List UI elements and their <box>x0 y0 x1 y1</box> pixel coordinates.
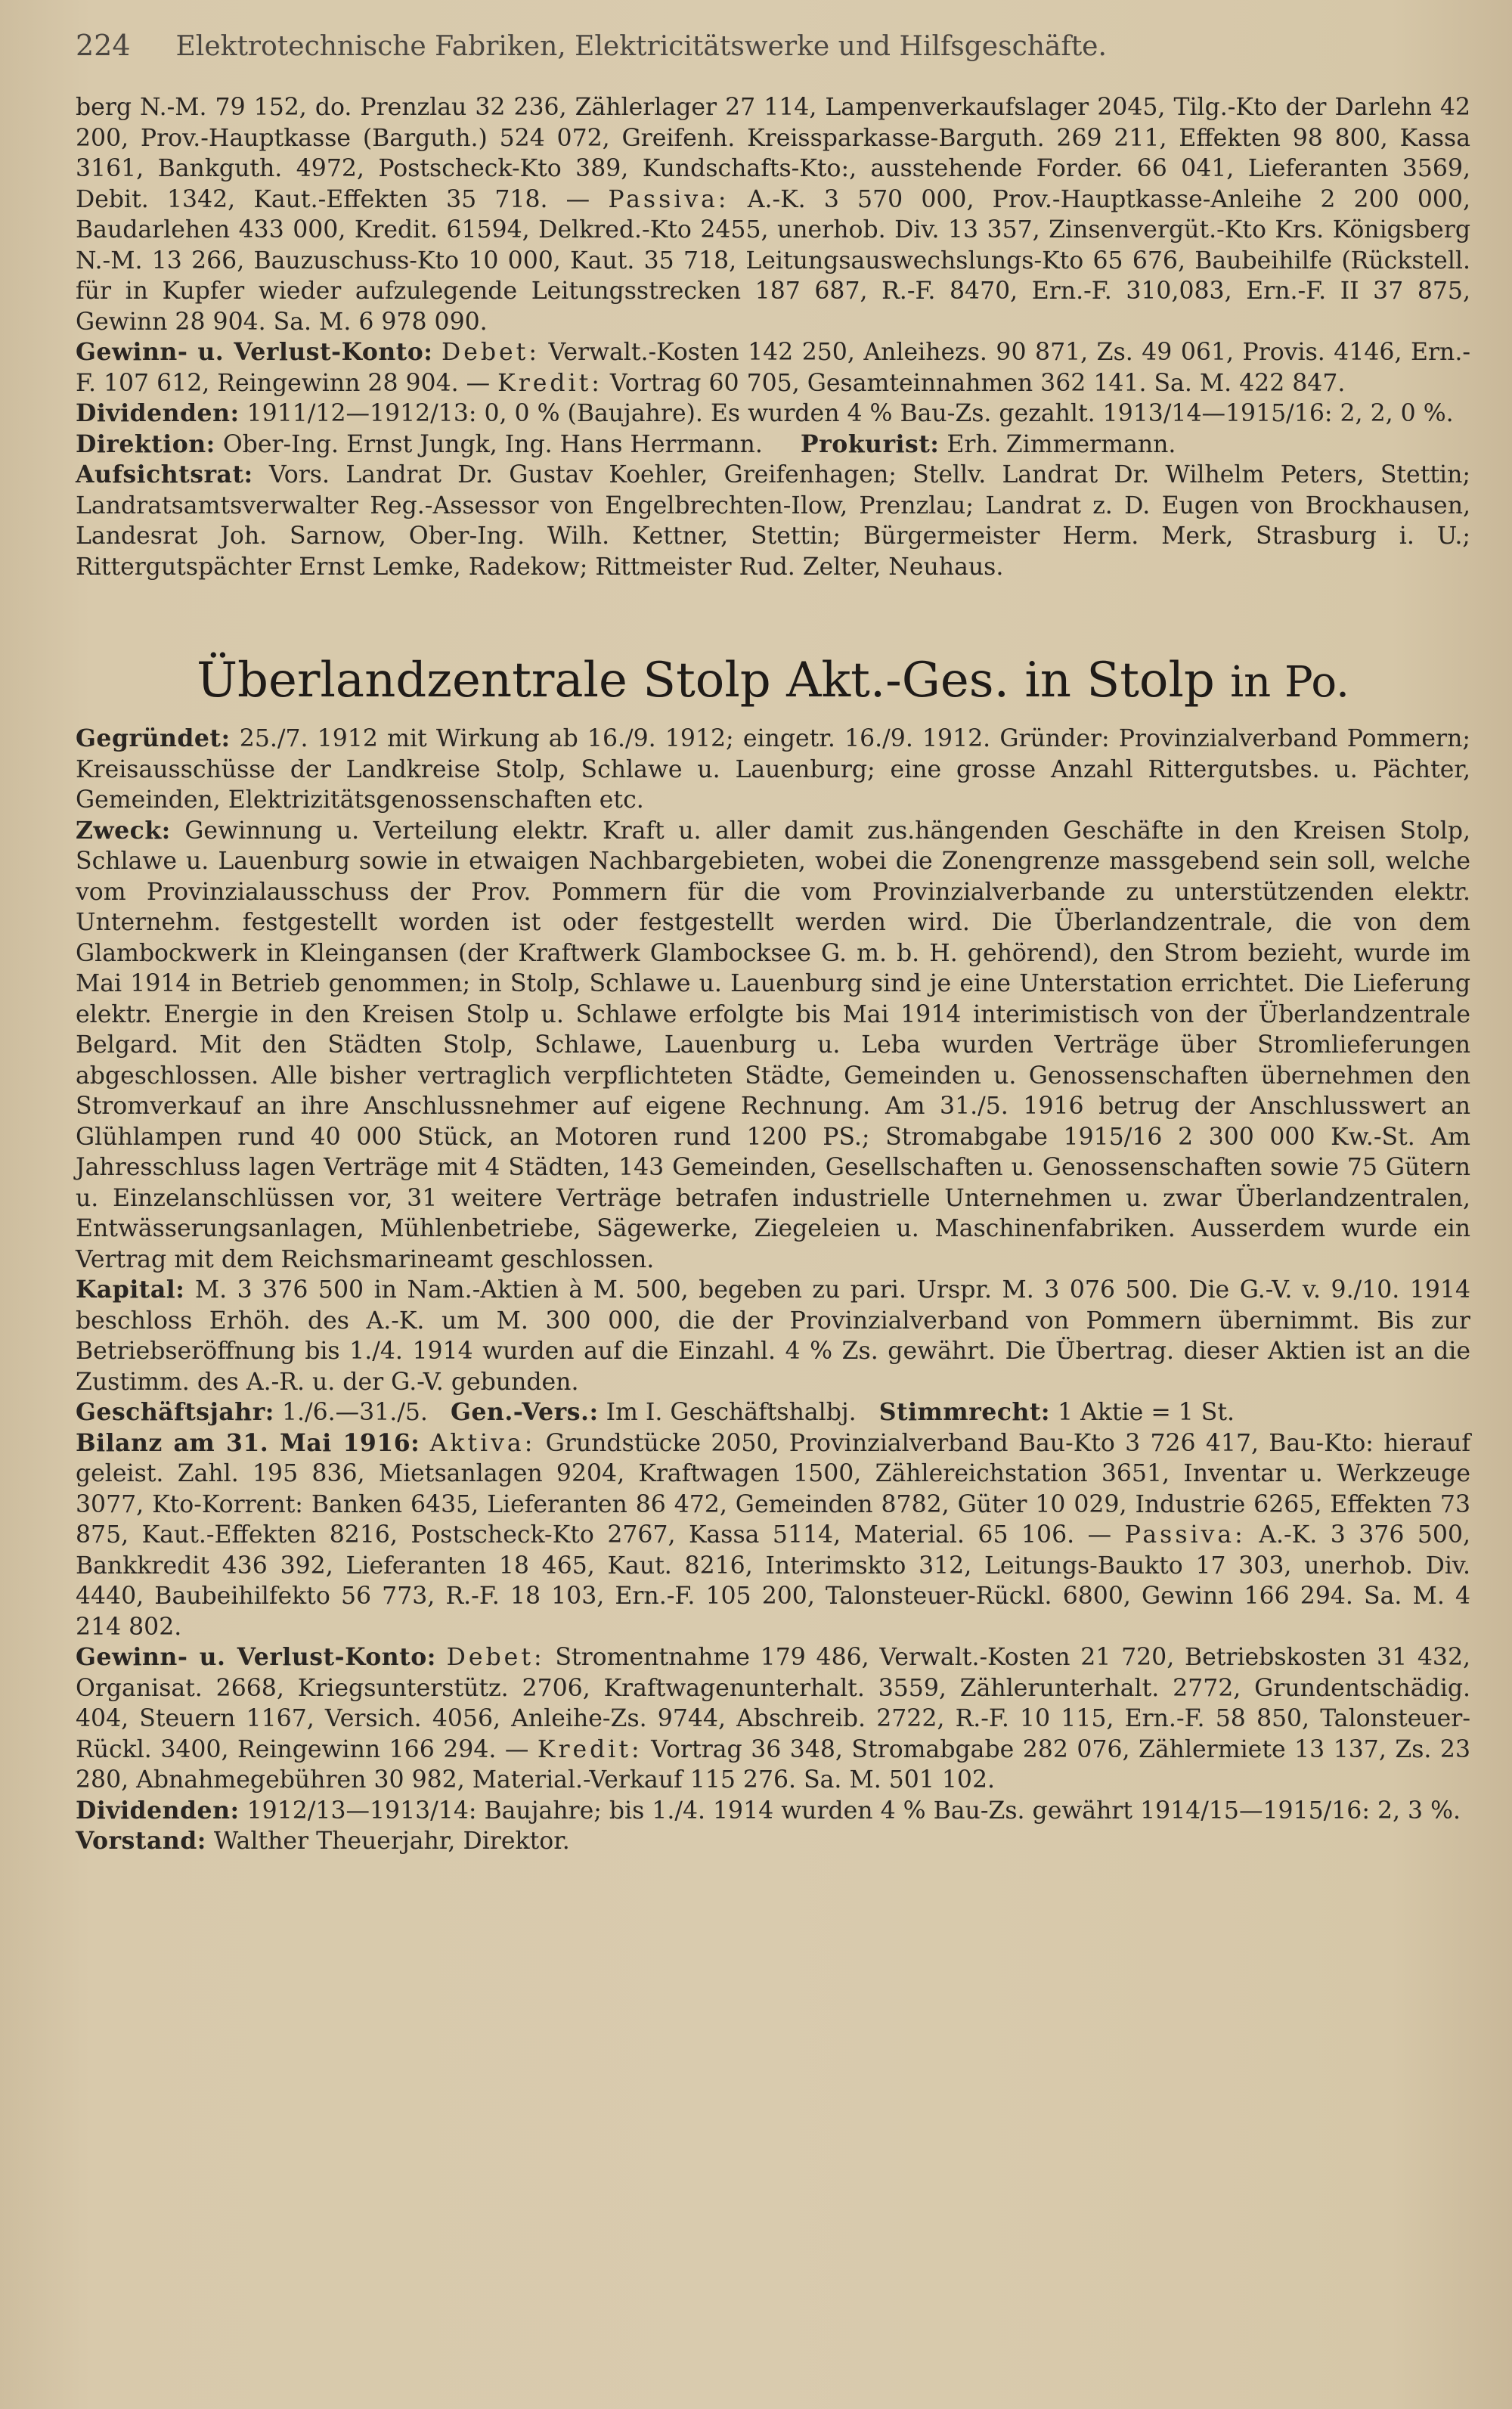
company-entry <box>76 724 1470 1857</box>
dividends-label: Dividenden: <box>76 399 240 427</box>
company-title <box>76 650 1470 713</box>
capital <box>76 1275 1470 1397</box>
profit-loss-account <box>76 337 1470 398</box>
balance-continuation <box>76 92 1470 337</box>
balance-label: Bilanz am 31. Mai 1916: <box>76 1428 420 1457</box>
debet-text: Stromentnahme 179 486, Verwalt.-Kosten 21 720, Betriebskosten 31 432, Organisat. 2668, Kriegsunterstütz. 2706, Kraftwagenunterhalt. 3559, Zählerunterhalt. 2772, Grundentschädig. 404, Steuern 1167, Versich. 4056, Anleihe-Zs. 9744, Abschreib. 2722, R.-F. 10 115, Ern.-F. 58 850, Talonsteuer-Rückl. 3400, Reingewinn 166 294. — <box>76 1644 1471 1763</box>
profit-loss-account <box>76 1642 1470 1796</box>
prokurist-label: Prokurist: <box>800 429 940 458</box>
general-meeting-label: Gen.-Vers.: <box>450 1398 599 1426</box>
dividends-label: Dividenden: <box>76 1796 240 1825</box>
purpose <box>76 816 1470 1276</box>
fiscal-year-label: Geschäftsjahr: <box>76 1398 274 1426</box>
founded-label: Gegründet: <box>76 724 231 752</box>
debet-text: Verwalt.-Kosten 142 250, Anleihezs. 90 871, Zs. 49 061, Provis. 4146, Ern.-F. 107 612, Reingewinn 28 904. — <box>76 339 1471 397</box>
direktion-text: Ober-Ing. Ernst Jungk, Ing. Hans Herrmann. <box>215 430 763 458</box>
capital-label: Kapital: <box>76 1276 185 1304</box>
page-number: 224 <box>76 29 131 62</box>
purpose-label: Zweck: <box>76 816 171 845</box>
vorstand-label: Vorstand: <box>76 1827 206 1855</box>
voting-right-text: 1 Aktie = 1 St. <box>1050 1399 1235 1426</box>
passiva-text: A.-K. 3 570 000, Prov.-Hauptkasse-Anleihe 2 200 000, Baudarlehen 433 000, Kredit. 61594, Delkred.-Kto 2455, unerhob. Div. 13 357, Zinsenvergüt.-Kto Krs. Königsberg N.-M. 13 266, Bauzuschuss-Kto 10 000, Kaut. 35 718, Leitungsauswechslungs-Kto 65 676, Baubeihilfe (Rückstell. für in Kupfer wieder aufzulegende Leitungsstrecken 187 687, R.-F. 8470, Ern.-F. 310,083, Ern.-F. II 37 875, Gewinn 28 904. Sa. M. 6 978 090. <box>76 185 1470 336</box>
dividends <box>76 1796 1470 1827</box>
aktiva-text: Grundstücke 2050, Provinzialverband Bau-Kto 3 726 417, Bau-Kto: hierauf geleist. Zahl. 195 836, Mietsanlagen 9204, Kraftwagen 1500, Zählereichstation 3651, Inventar u. Werkzeuge 3077, Kto-Korrent: Banken 6435, Lieferanten 86 472, Gemeinden 8782, Güter 10 029, Industrie 6265, Effekten 73 875, Kaut.-Effekten 8216, Postscheck-Kto 2767, Kassa 5114, Material. 65 106. — <box>76 1429 1470 1549</box>
prokurist-text: Erh. Zimmermann. <box>939 430 1176 458</box>
passiva-text: A.-K. 3 376 500, Bankkredit 436 392, Lieferanten 18 465, Kaut. 8216, Interimskto 312, Leitungs-Baukto 17 303, unerhob. Div. 4440, Baubeihilfekto 56 773, R.-F. 18 103, Ern.-F. 105 200, Talonsteuer-Rückl. 6800, Gewinn 166 294. Sa. M. 4 214 802. <box>76 1521 1470 1641</box>
purpose-text: Gewinnung u. Verteilung elektr. Kraft u. aller damit zus.hängenden Geschäfte in den Kreisen Stolp, Schlawe u. Lauenburg sowie in etwaigen Nachbargebieten, wobei die Zonengrenze massgebend sein soll, welche vom Provinzialausschuss der Prov. Pommern für die vom Provinzialverbande zu unterstützenden elektr. Unternehm. festgestellt worden ist oder festgestellt werden wird. Die Überlandzentrale, die von dem Glambockwerk in Kleingansen (der Kraftwerk Glambocksee G. m. b. H. gehörend), den Strom bezieht, wurde im Mai 1914 in Betrieb genommen; in Stolp, Schlawe u. Lauenburg sind je eine Unterstation errichtet. Die Lieferung elektr. Energie in den Kreisen Stolp u. Schlawe erfolgte bis Mai 1914 interimistisch von der Überlandzentrale Belgard. Mit den Städten Stolp, Schlawe, Lauenburg u. Leba wurden Verträge über Stromlieferungen abgeschlossen. Alle bisher vertraglich verpflichteten Städte, Gemeinden u. Genossenschaften übernehmen den Stromverkauf an ihre Anschlussnehmer auf eigene Rechnung. Am 31./5. 1916 betrug der Anschlusswert an Glühlampen rund 40 000 Stück, an Motoren rund 1200 PS.; Stromabgabe 1915/16 2 300 000 Kw.-St. Am Jahresschluss lagen Verträge mit 4 Städten, 143 Gemeinden, Gesellschaften u. Genossenschaften sowie 75 Gütern u. Einzelanschlüssen vor, 31 weitere Verträge betrafen industrielle Unternehmen u. zwar Überlandzentralen, Entwässerungsanlagen, Mühlenbetriebe, Sägewerke, Ziegeleien u. Maschinenfabriken. Ausserdem wurde ein Vertrag mit dem Reichsmarineamt geschlossen. <box>76 817 1470 1273</box>
company-name: Überlandzentrale Stolp Akt.-Ges. in Stolp <box>197 653 1215 708</box>
founded-text: 25./7. 1912 mit Wirkung ab 16./9. 1912; eingetr. 16./9. 1912. Gründer: Provinzialverband Pommern; Kreisausschüsse der Landkreise Stolp, Schlawe u. Lauenburg; eine grosse Anzahl Rittergutsbes. u. Pächter, Gemeinden, Elektrizitätsgenossenschaften etc. <box>76 725 1470 814</box>
kredit-label: Kredit: <box>537 1735 643 1763</box>
dividends-text: 1912/13—1913/14: Baujahre; bis 1./4. 1914 wurden 4 % Bau-Zs. gewährt 1914/15—1915/16: 2, 3 %. <box>239 1797 1461 1825</box>
kredit-text: Vortrag 36 348, Stromabgabe 282 076, Zählermiete 13 137, Zs. 23 280, Abnahmegebühren 30 982, Material.-Verkauf 115 276. Sa. M. 501 102. <box>76 1735 1470 1794</box>
company-location-suffix: in Po. <box>1230 658 1349 707</box>
balance-aktiva-continued: berg N.-M. 79 152, do. Prenzlau 32 236, Zählerlager 27 114, Lampenverkaufslager 2045, Tilg.-Kto der Darlehn 42 200, Prov.-Hauptkasse (Barguth.) 524 072, Greifenh. Kreissparkasse-Barguth. 269 211, Effekten 98 800, Kassa 3161, Bankguth. 4972, Postscheck-Kto 389, Kundschafts-Kto:, ausstehende Forder. 66 041, Lieferanten 3569, Debit. 1342, Kaut.-Effekten 35 718. — <box>76 94 1470 213</box>
board <box>76 1826 1470 1857</box>
fiscal-year-text: 1./6.—31./5. <box>274 1399 428 1426</box>
dividends-text: 1911/12—1912/13: 0, 0 % (Baujahre). Es wurden 4 % Bau-Zs. gezahlt. 1913/14—1915/16: 2, 2, 0 %. <box>239 400 1454 427</box>
profit-loss-label: Gewinn- u. Verlust-Konto: <box>76 1643 436 1671</box>
dividends <box>76 398 1470 429</box>
balance-sheet <box>76 1428 1470 1643</box>
supervisory-board <box>76 460 1470 582</box>
kredit-text: Vortrag 60 705, Gesamteinnahmen 362 141. Sa. M. 422 847. <box>602 369 1346 397</box>
direktion-label: Direktion: <box>76 429 215 458</box>
founded <box>76 724 1470 816</box>
capital-text: M. 3 376 500 in Nam.-Aktien à M. 500, begeben zu pari. Urspr. M. 3 076 500. Die G.-V. v. 9./10. 1914 beschloss Erhöh. des A.-K. um M. 300 000, die der Provinzialverband von Pommern übernimmt. Bis zur Betriebseröffnung bis 1./4. 1914 wurden auf die Einzahl. 4 % Zs. gewährt. Die Übertrag. dieser Aktien ist an die Zustimm. des A.-R. u. der G.-V. gebunden. <box>76 1276 1470 1396</box>
general-meeting-text: Im I. Geschäftshalbj. <box>598 1399 857 1426</box>
kredit-label: Kredit: <box>497 369 603 397</box>
profit-loss-label: Gewinn- u. Verlust-Konto: <box>76 338 433 366</box>
passiva-label: Passiva: <box>608 185 730 213</box>
passiva-label: Passiva: <box>1124 1521 1246 1549</box>
debet-label: Debet: <box>446 1644 545 1671</box>
previous-entry <box>76 92 1470 582</box>
aktiva-label: Aktiva: <box>429 1429 536 1457</box>
aufsichtsrat-text: Vors. Landrat Dr. Gustav Koehler, Greifenhagen; Stellv. Landrat Dr. Wilhelm Peters, Stettin; Landratsamtsverwalter Reg.-Assessor von Engelbrechten-Ilow, Prenzlau; Landrat z. D. Eugen von Brockhausen, Landesrat Joh. Sarnow, Ober-Ing. Wilh. Kettner, Stettin; Bürgermeister Herm. Merk, Strasburg i. U.; Rittergutspächter Ernst Lemke, Radekow; Rittmeister Rud. Zelter, Neuhaus. <box>76 461 1470 581</box>
page-header <box>76 29 1470 62</box>
running-title: Elektrotechnische Fabriken, Elektricitätswerke und Hilfsgeschäfte. <box>175 31 1107 62</box>
vorstand-text: Walther Theuerjahr, Direktor. <box>206 1828 570 1855</box>
fiscal-info <box>76 1397 1470 1428</box>
voting-right-label: Stimmrecht: <box>878 1398 1051 1426</box>
management <box>76 429 1470 460</box>
debet-label: Debet: <box>441 339 540 366</box>
aufsichtsrat-label: Aufsichtsrat: <box>76 460 253 488</box>
